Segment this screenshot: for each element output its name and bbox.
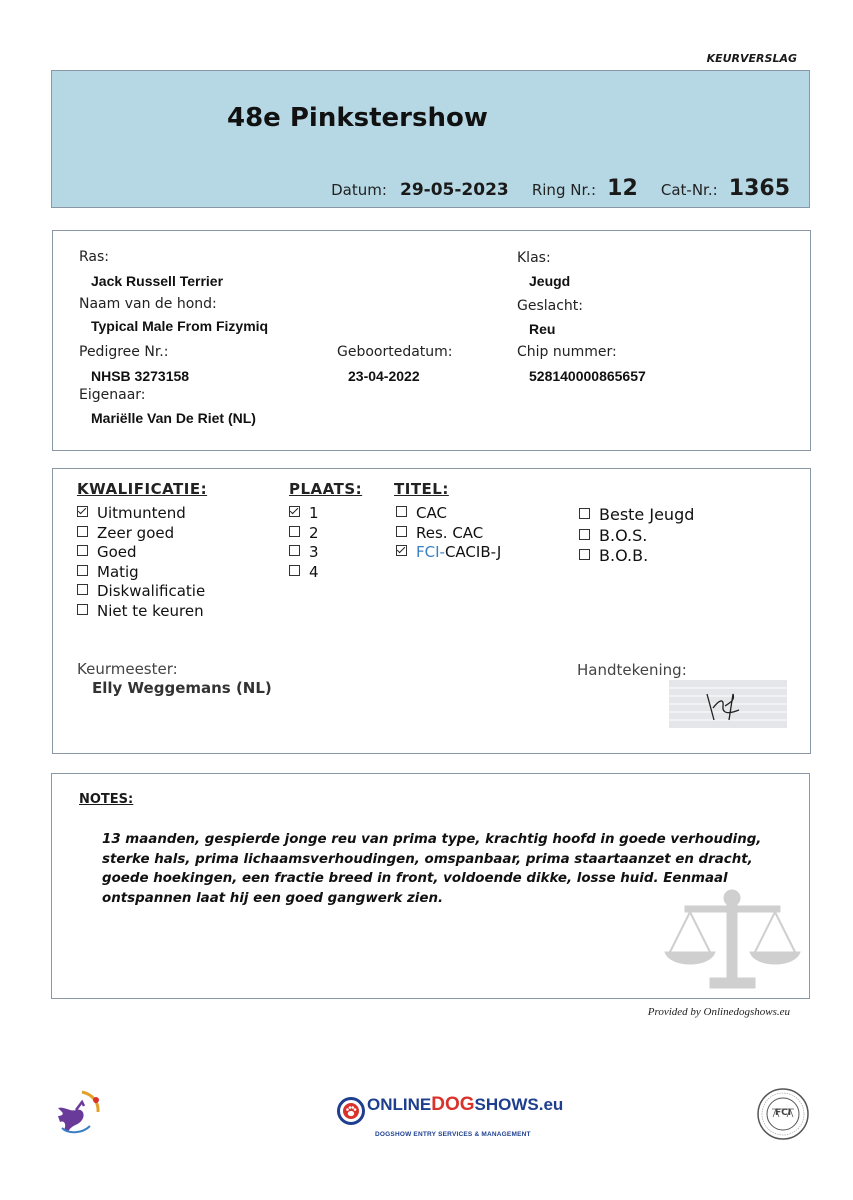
checkbox-icon[interactable]: [289, 526, 300, 537]
fci-seal-text: FCI: [774, 1108, 792, 1118]
pedigree-value: NHSB 3273158: [91, 368, 190, 384]
checkbox-icon[interactable]: [396, 526, 407, 537]
ring-value: 12: [607, 176, 638, 201]
option-label: B.O.B.: [599, 546, 649, 565]
qualification-option[interactable]: [77, 504, 205, 524]
checkbox-icon[interactable]: [579, 508, 590, 519]
paw-logo-icon: [337, 1097, 365, 1125]
qualification-option[interactable]: [77, 563, 205, 583]
dog-name-label: Naam van de hond:: [79, 296, 217, 312]
pedigree-label: Pedigree Nr.:: [79, 344, 169, 360]
owner-label: Eigenaar:: [79, 387, 146, 403]
fci-seal-icon: [756, 1087, 810, 1141]
checkbox-icon[interactable]: [77, 584, 88, 595]
option-label: Goed: [97, 543, 137, 561]
judge-label: Keurmeester:: [77, 660, 178, 678]
checkbox-icon[interactable]: [289, 545, 300, 556]
place-list: [289, 504, 319, 582]
brand-part-shows: SHOWS.eu: [474, 1095, 564, 1114]
option-label: Res. CAC: [416, 523, 484, 542]
signature-label: Handtekening:: [577, 661, 687, 679]
qualification-heading: KWALIFICATIE:: [77, 480, 208, 498]
qualification-option[interactable]: [77, 602, 205, 622]
place-heading: PLAATS:: [289, 480, 363, 498]
option-label: B.O.S.: [599, 525, 648, 545]
dog-name-value: Typical Male From Fizymiq: [91, 318, 269, 334]
brand-part-online: ONLINE: [367, 1095, 432, 1114]
checkbox-icon[interactable]: [289, 565, 300, 576]
title-heading: TITEL:: [394, 480, 449, 498]
birthdate-label: Geboortedatum:: [337, 344, 453, 360]
sex-value: Reu: [529, 321, 556, 337]
checkbox-icon[interactable]: [77, 545, 88, 556]
title-list: [396, 504, 501, 563]
chip-value: 528140000865657: [529, 368, 646, 384]
brand-tagline: DOGSHOW ENTRY SERVICES & MANAGEMENT: [375, 1131, 531, 1138]
title-option[interactable]: [396, 504, 501, 524]
birthdate-value: 23-04-2022: [348, 368, 420, 384]
option-label: Diskwalificatie: [97, 582, 206, 600]
option-label: CACIB-J: [444, 543, 502, 561]
class-value: Jeugd: [529, 273, 571, 289]
qualification-option[interactable]: [77, 543, 205, 563]
extra-title-option[interactable]: [579, 526, 694, 547]
extra-title-option[interactable]: [579, 546, 694, 567]
option-label: 4: [309, 562, 319, 581]
option-label: Niet te keuren: [97, 601, 204, 620]
provided-by: Provided by Onlinedogshows.eu: [647, 1006, 790, 1018]
place-option[interactable]: [289, 504, 319, 524]
checkbox-icon[interactable]: [579, 529, 590, 540]
header-meta: [0, 176, 790, 201]
show-title: 48e Pinkstershow: [227, 103, 488, 133]
qualification-option[interactable]: [77, 524, 205, 544]
title-option[interactable]: [396, 543, 501, 563]
ring-label: Ring Nr.:: [531, 181, 597, 199]
option-label: 3: [309, 543, 319, 561]
judge-name: Elly Weggemans (NL): [92, 679, 272, 697]
breed-label: Ras:: [79, 249, 110, 265]
option-label: Matig: [97, 562, 139, 581]
checkbox-checked-icon[interactable]: [289, 506, 300, 517]
checkbox-checked-icon[interactable]: [396, 545, 407, 556]
notes-heading: NOTES:: [79, 792, 134, 807]
sex-label: Geslacht:: [517, 298, 584, 314]
checkbox-icon[interactable]: [77, 526, 88, 537]
option-label: CAC: [416, 504, 447, 522]
chip-label: Chip nummer:: [517, 344, 617, 360]
checkbox-icon[interactable]: [77, 565, 88, 576]
brand-part-dog: DOG: [431, 1094, 475, 1115]
fci-prefix: FCI-: [416, 543, 445, 561]
breed-value: Jack Russell Terrier: [91, 273, 224, 289]
option-label: 1: [309, 504, 319, 522]
cat-label: Cat-Nr.:: [660, 181, 718, 199]
place-option[interactable]: [289, 563, 319, 583]
option-label: Zeer goed: [97, 523, 175, 542]
class-label: Klas:: [517, 250, 551, 266]
title-option[interactable]: [396, 524, 501, 544]
notes-text: 13 maanden, gespierde jonge reu van prima type, krachtig hoofd in goede verhouding, sterke hals, prima lichaamsverhoudingen, omspanbaar, prima staartaanzet en dracht, goede hoekingen, een fractie breed in front, voldoende dikke, losse huid. Eenmaal ontspannen laat hij een goed gangwerk zien.: [102, 832, 762, 906]
owner-value: Mariëlle Van De Riet (NL): [91, 410, 256, 426]
document-type: KEURVERSLAG: [706, 52, 797, 65]
qualification-list: [77, 504, 205, 621]
cat-value: 1365: [728, 176, 790, 201]
date-label: Datum:: [331, 181, 387, 199]
date-value: 29-05-2023: [400, 180, 509, 200]
checkbox-icon[interactable]: [396, 506, 407, 517]
extra-title-list: [579, 505, 694, 567]
place-option[interactable]: [289, 543, 319, 563]
checkbox-checked-icon[interactable]: [77, 506, 88, 517]
checkbox-icon[interactable]: [77, 604, 88, 615]
brand-wordmark: [367, 1094, 563, 1116]
option-label: Uitmuntend: [97, 504, 186, 522]
place-option[interactable]: [289, 524, 319, 544]
signature-image: [669, 680, 787, 728]
extra-title-option[interactable]: [579, 505, 694, 526]
option-label: Beste Jeugd: [599, 505, 695, 524]
qualification-option[interactable]: [77, 582, 205, 602]
checkbox-icon[interactable]: [579, 549, 590, 560]
dog-agility-logo-icon: [52, 1088, 102, 1138]
option-label: 2: [309, 523, 319, 542]
